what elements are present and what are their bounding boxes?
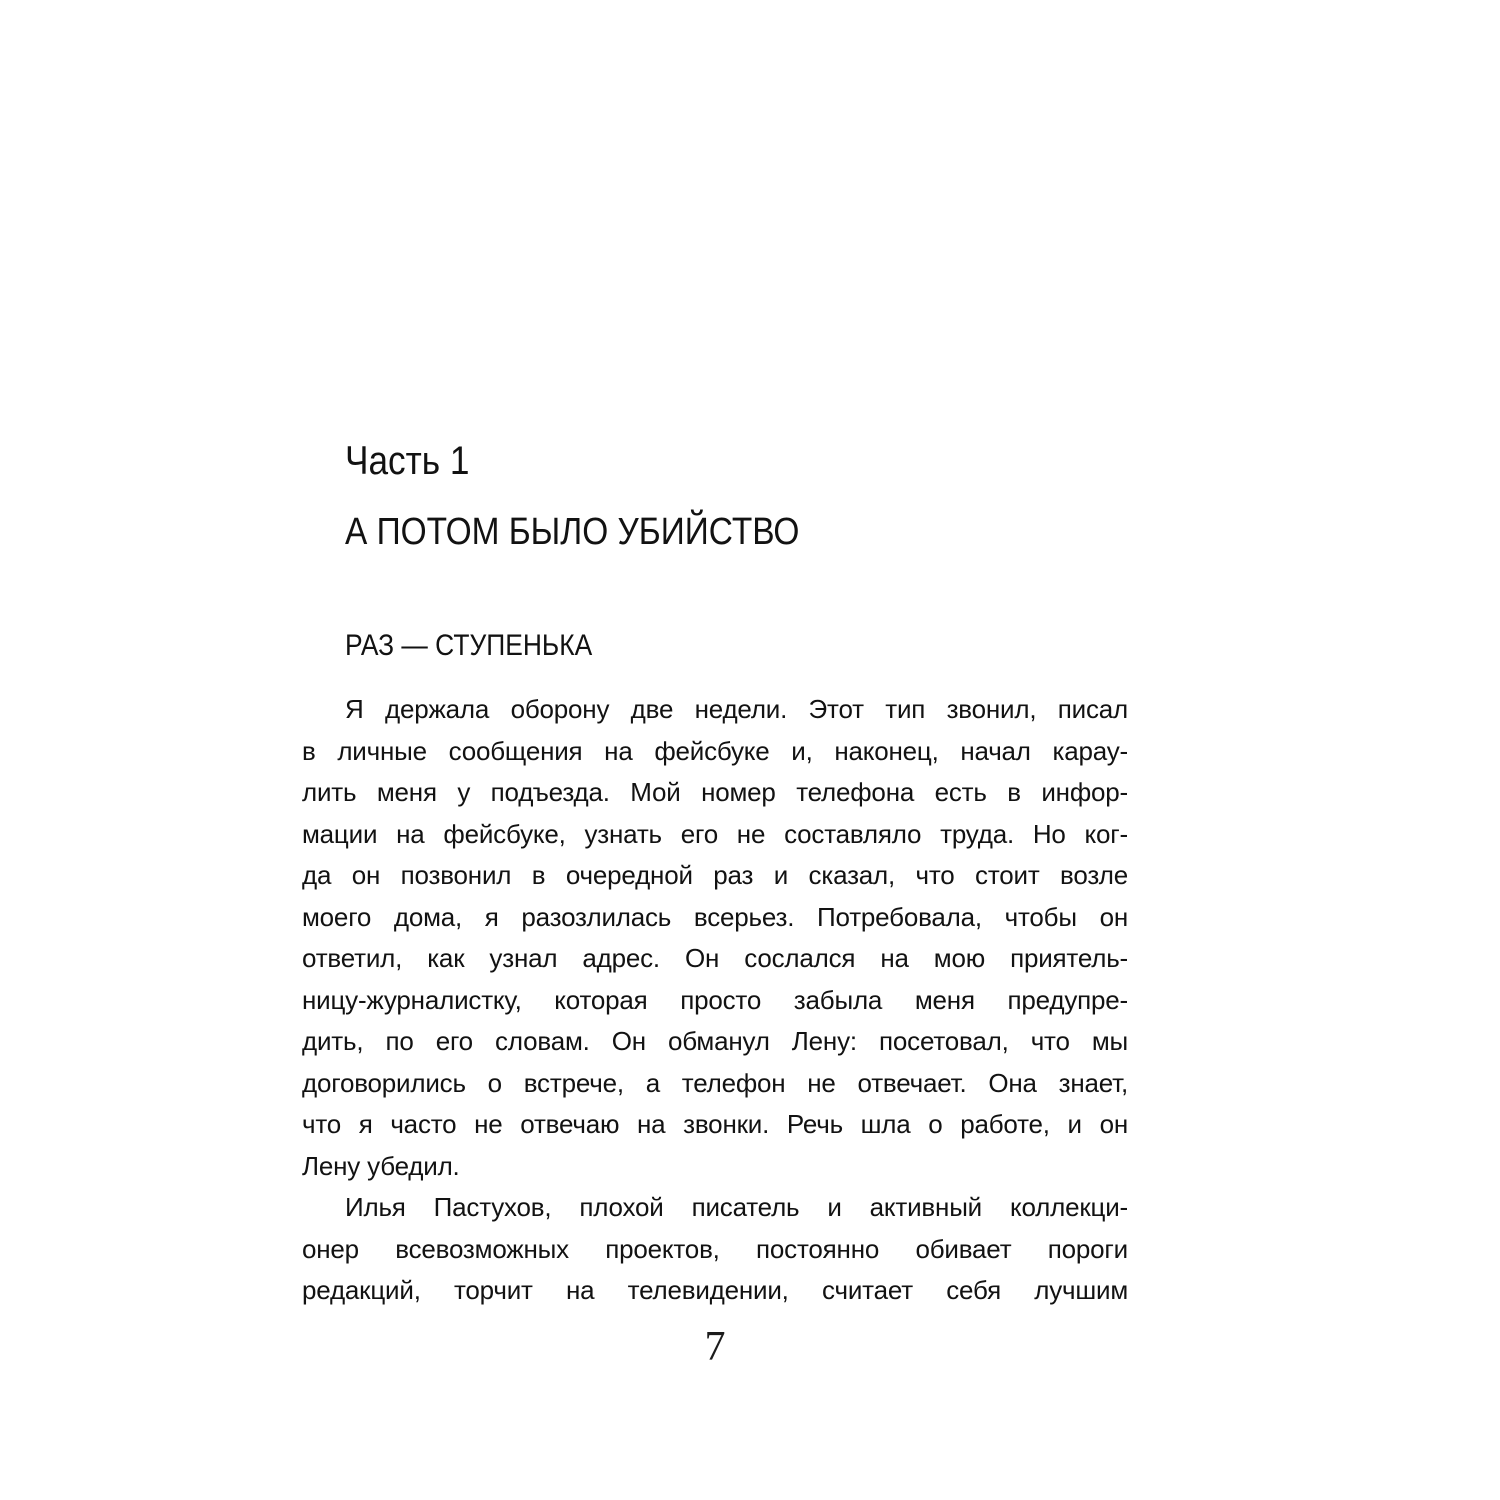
text-line: ответил, как узнал адрес. Он сослался на мою приятель- bbox=[302, 943, 1128, 973]
section-heading: РАЗ — СТУПЕНЬКА bbox=[345, 629, 593, 662]
part-title: А ПОТОМ БЫЛО УБИЙСТВО bbox=[345, 511, 800, 553]
paragraph bbox=[302, 1187, 1128, 1312]
text-line: договорились о встрече, а телефон не отвечает. Она знает, bbox=[302, 1067, 1128, 1098]
text-line: в личные сообщения на фейсбуке и, наконец, начал карау- bbox=[302, 735, 1128, 766]
paragraph bbox=[302, 689, 1128, 1187]
text-line: дить, по его словам. Он обманул Лену: посетовал, что мы bbox=[302, 1026, 1128, 1056]
text-line: редакций, торчит на телевидении, считает себя лучшим bbox=[302, 1275, 1128, 1305]
text-line: Илья Пастухов, плохой писатель и активный коллекци- bbox=[345, 1192, 1128, 1222]
text-line: Я держала оборону две недели. Этот тип звонил, писал bbox=[345, 694, 1128, 724]
body-text bbox=[302, 689, 1128, 1312]
text-line: лить меня у подъезда. Мой номер телефона есть в инфор- bbox=[302, 777, 1128, 807]
part-heading: Часть 1 bbox=[345, 439, 470, 483]
text-line: моего дома, я разозлилась всерьез. Потребовала, чтобы он bbox=[302, 901, 1128, 932]
text-line: да он позвонил в очередной раз и сказал, что стоит возле bbox=[302, 860, 1128, 890]
text-line: мации на фейсбуке, узнать его не составляло труда. Но ког- bbox=[302, 818, 1128, 849]
text-line: Лену убедил. bbox=[302, 1150, 460, 1181]
text-line: что я часто не отвечаю на звонки. Речь шла о работе, и он bbox=[302, 1109, 1128, 1139]
page-number: 7 bbox=[704, 1324, 726, 1370]
text-line: онер всевозможных проектов, постоянно обивает пороги bbox=[302, 1233, 1128, 1264]
text-line: ницу-журналистку, которая просто забыла меня предупре- bbox=[302, 984, 1128, 1015]
